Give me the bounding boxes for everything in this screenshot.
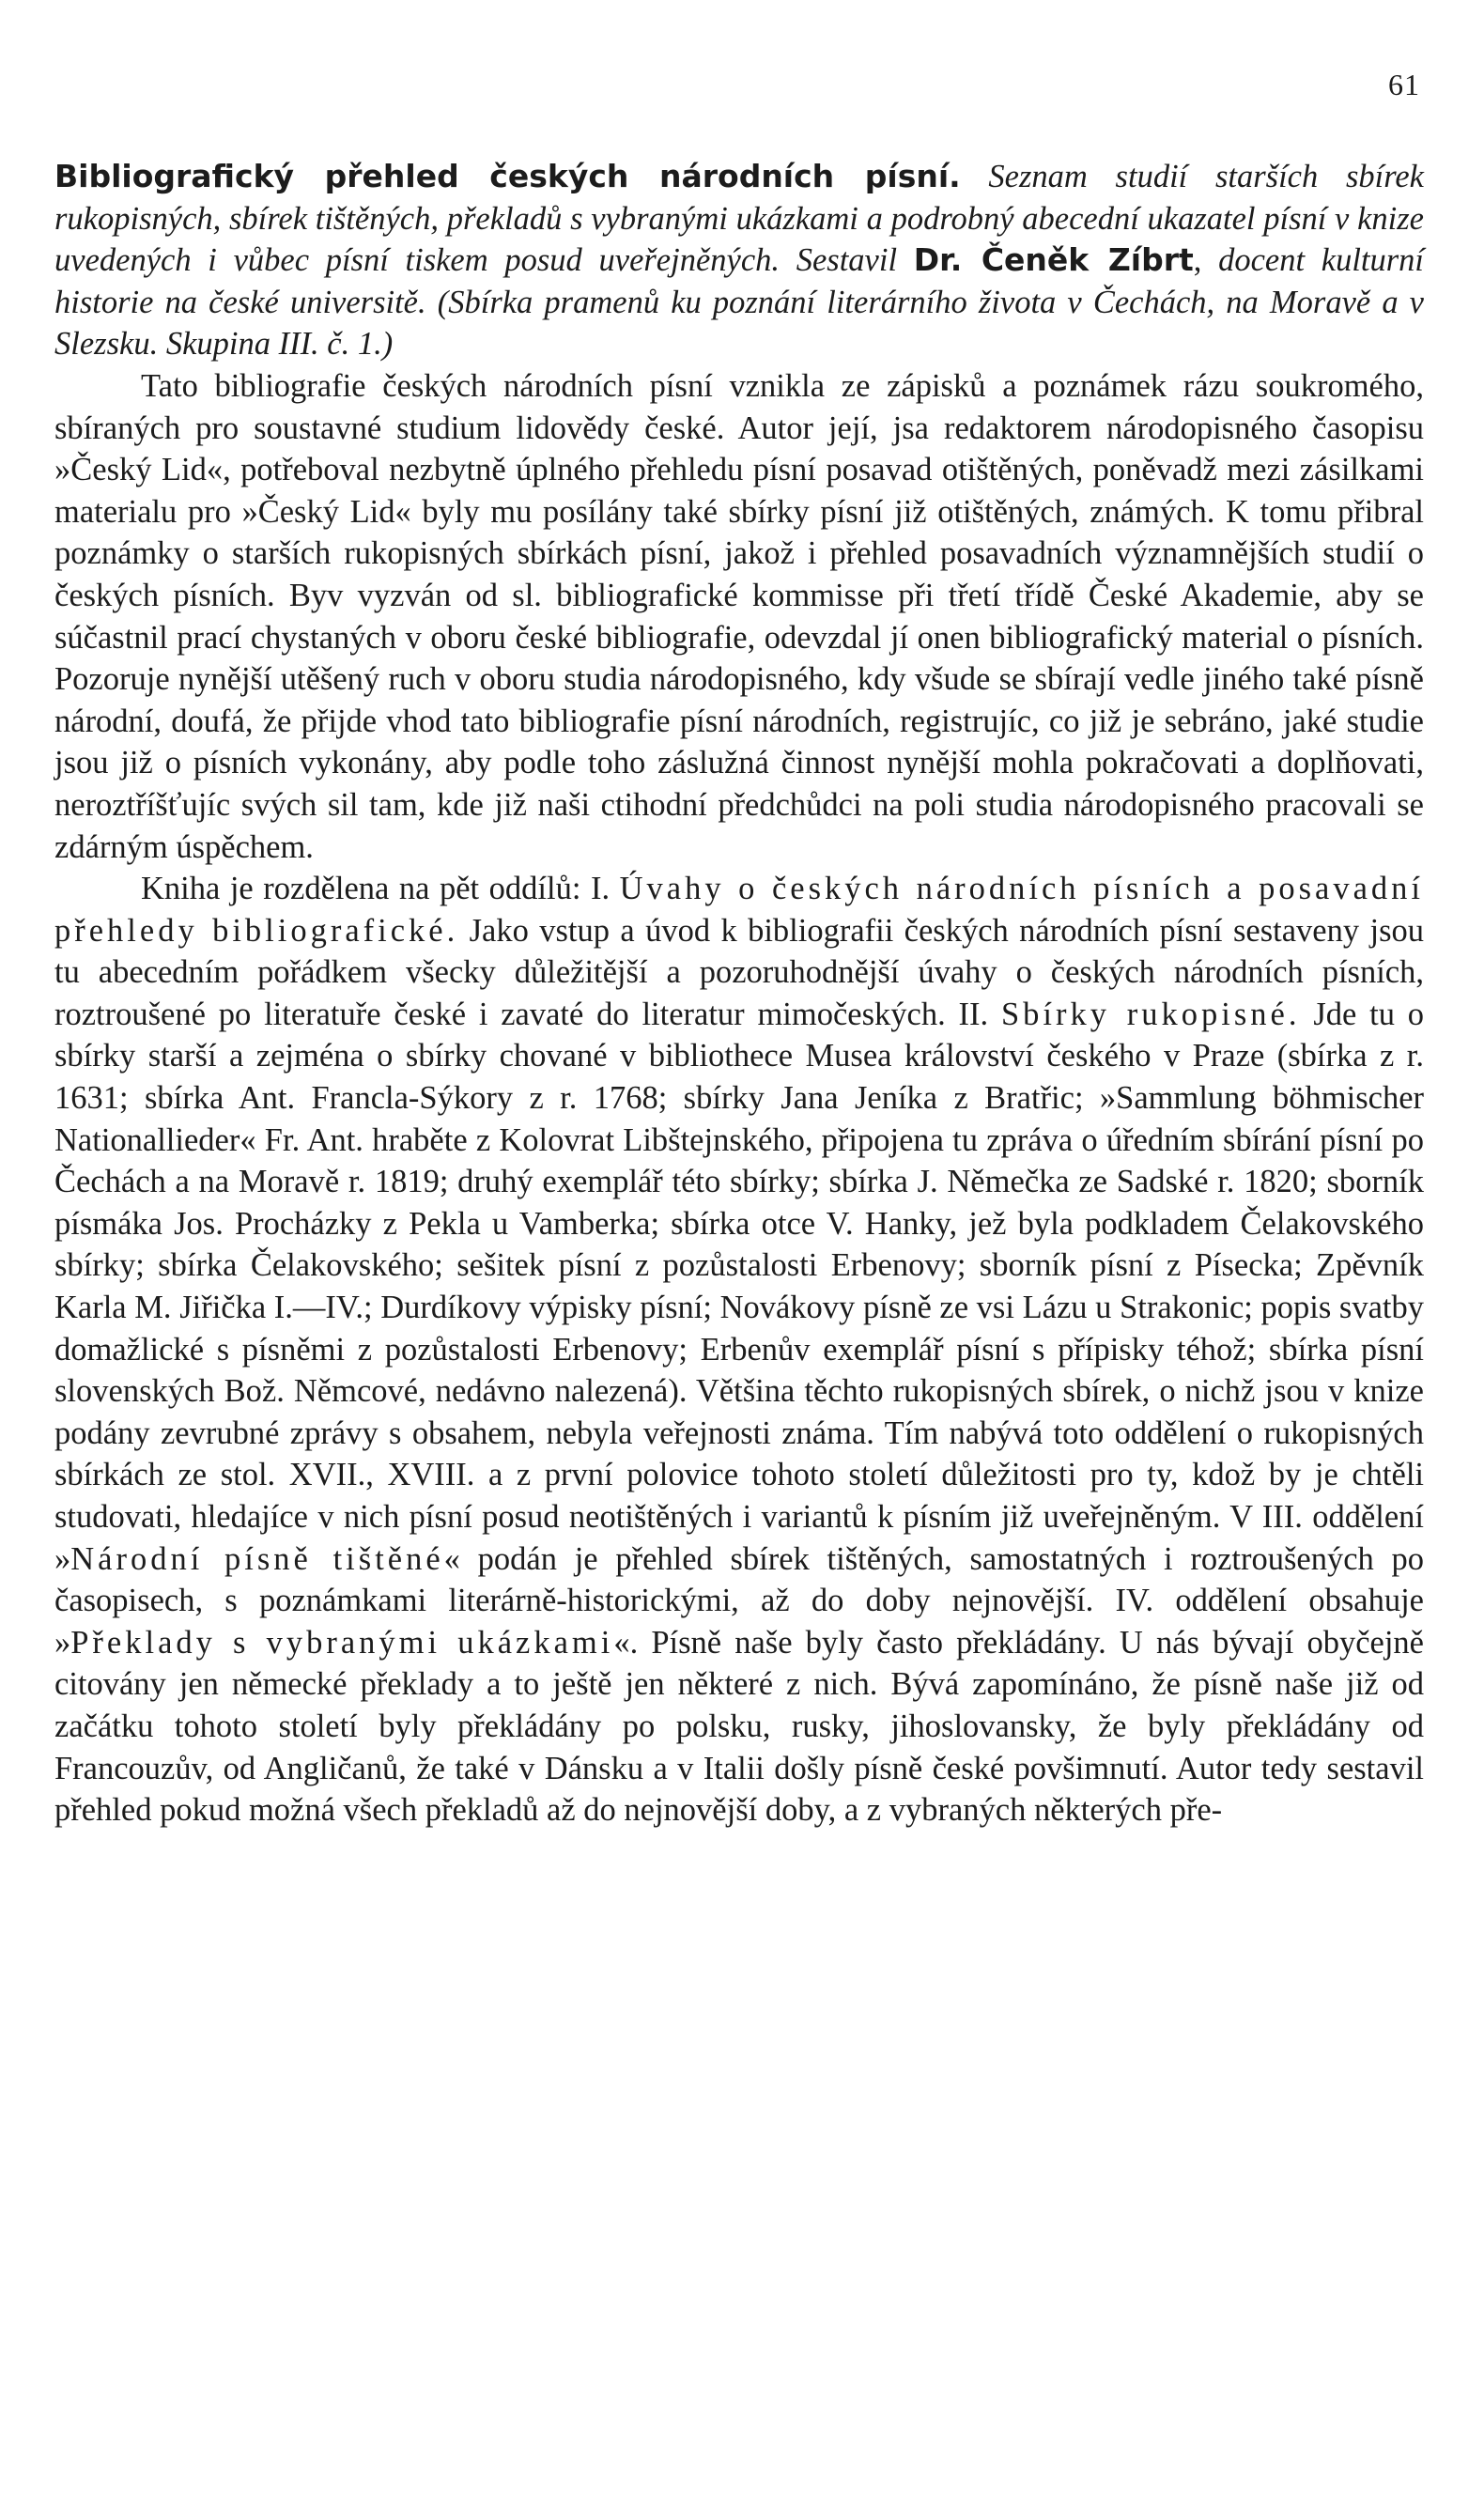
- section-title-1: Úvahy o českých národních písních a posavadní přehledy bibliografické.: [54, 871, 1425, 949]
- section-title-3: Národní písně tištěné: [70, 1540, 444, 1577]
- paragraph-2: [54, 868, 1424, 1832]
- entry-title: Bibliografický přehled českých národních písní.: [54, 158, 961, 194]
- page-body: [54, 156, 1424, 1832]
- bibliographic-entry: Bibliografický přehled českých národních písní. Seznam studií starších sbírek rukopisných, sbírek tištěných, překladů s vybranými ukázkami a podrobný abecední ukazatel písní v knize uvedených i vůbec písní tiskem posud uveřejněných. Sestavil Dr. Čeněk Zíbrt, docent kulturní historie na české universitě. (Sbírka pramenů ku poznání literárního života v Čechách, na Moravě a v Slezsku. Skupina III. č. 1.): [54, 158, 1425, 363]
- paragraph-2-text-a: Kniha je rozdělena na pět oddílů: I.: [141, 871, 611, 907]
- page-number: 61: [1388, 68, 1420, 101]
- paragraph-2-text-c: Jde tu o sbírky starší a zejména o sbírky chované v bibliothece Musea království českého v Praze (sbírka z r. 1631; sbírka Ant. Francla-Sýkory z r. 1768; sbírky Jana Jeníka z Bratřic; »Sammlung böhmischer Nationallieder« Fr. Ant. hraběte z Kolovrat Libštejnského, připojena tu zpráva o úředním sbírání písní po Čechách a na Moravě r. 1819; druhý exemplář této sbírky; sbírka J. Němečka ze Sadské r. 1820; sborník písmáka Jos. Procházky z Pekla u Vamberka; sbírka otce V. Hanky, jež byla podkladem Čelakovského sbírky; sbírka Čelakovského; sešitek písní z pozůstalosti Erbenovy; sborník písní z Písecka; Zpěvník Karla M. Jiřička I.—IV.; Durdíkovy výpisky písní; Novákovy písně ze vsi Lázu u Strakonic; popis svatby domažlické s písněmi z pozůstalosti Erbenovy; Erbenův exemplář písní s přípisky téhož; sbírka písní slovenských Bož. Němcové, nedávno nalezená). Většina těchto rukopisných sbírek, o nichž jsou v knize podány zevrubné zprávy s obsahem, nebyla veřejnosti známa. Tím nabývá toto oddělení o rukopisných sbírkách ze stol. XVII., XVIII. a z první polovice tohoto století důležitosti pro ty, kdož by je chtěli studovati, hledajíce v nich písní posud neotištěných i variantů k písním již uveřejněným. V III. oddělení »: [54, 996, 1425, 1577]
- entry-subtitle: Seznam studií starších sbírek rukopisných, sbírek tištěných, překladů s vybranými ukázkami a podrobný abecední ukazatel písní v knize uvedených i vůbec písní tiskem posud uveřejněných. Sestavil: [54, 159, 1424, 279]
- paragraph-2-text-d: « podán je přehled sbírek tištěných, samostatných i roztroušených po časopisech, s poznámkami literárně-historickými, až do doby nejnovější. IV. oddělení obsahuje »: [54, 1540, 1424, 1661]
- section-title-4: Překlady s vybranými ukázkami: [70, 1624, 614, 1661]
- paragraph-1: Tato bibliografie českých národních písní vznikla ze zápisků a poznámek rázu soukromého, sbíraných pro soustavné studium lidovědy české. Autor její, jsa redaktorem národopisného časopisu »Český Lid«, potřeboval nezbytně úplného přehledu písní posavad otištěných, poněvadž mezi zásilkami materialu pro »Český Lid« byly mu posílány také sbírky písní již otištěných, známých. K tomu přibral poznámky o starších rukopisných sbírkách písní, jakož i přehled posavadních významnějších studií o českých písních. Byv vyzván od sl. bibliografické kommisse při třetí třídě České Akademie, aby se súčastnil prací chystaných v oboru české bibliografie, odevzdal jí onen bibliografický material o písních. Pozoruje nynější utěšený ruch v oboru studia národopisného, kdy všude se sbírají vedle jiného také písně národní, doufá, že přijde vhod tato bibliografie písní národních, registrujíc, co již je sebráno, jaké studie jsou již o písních vykonány, aby podle toho záslužná činnost nynější mohla pokračovati a doplňovati, neroztříšťujíc svých sil tam, kde již naši ctihodní předchůdci na poli studia národopisného pracovali se zdárným úspěchem.: [54, 367, 1424, 865]
- entry-author: Dr. Čeněk Zíbrt: [913, 241, 1194, 279]
- paragraph-2-text-e: «. Písně naše byly často překládány. U nás bývají obyčejně citovány jen německé překlady a to ještě jen některé z nich. Bývá zapomínáno, že písně naše již od začátku tohoto století byly překládány po polsku, rusky, jihoslovansky, že byly překládány od Francouzův, od Angličanů, že také v Dánsku a v Italii došly písně české povšimnutí. Autor tedy sestavil přehled pokud možná všech překladů až do nejnovější doby, a z vybraných některých pře-: [54, 1624, 1424, 1829]
- section-title-2: Sbírky rukopisné.: [1000, 996, 1301, 1032]
- paragraph-2-text-b: Jako vstup a úvod k bibliografii českých národních písní sestaveny jsou tu abecedním pořádkem všecky důležitější a pozoruhodnější úvahy o českých národních písních, roztroušené po literatuře české i zavaté do literatur mimočeských. II.: [54, 912, 1425, 1032]
- entry-author-role: docent kulturní historie na české universitě. (Sbírka pramenů ku poznání literárního života v Čechách, na Moravě a v Slezsku. Skupina III. č. 1.): [54, 242, 1425, 363]
